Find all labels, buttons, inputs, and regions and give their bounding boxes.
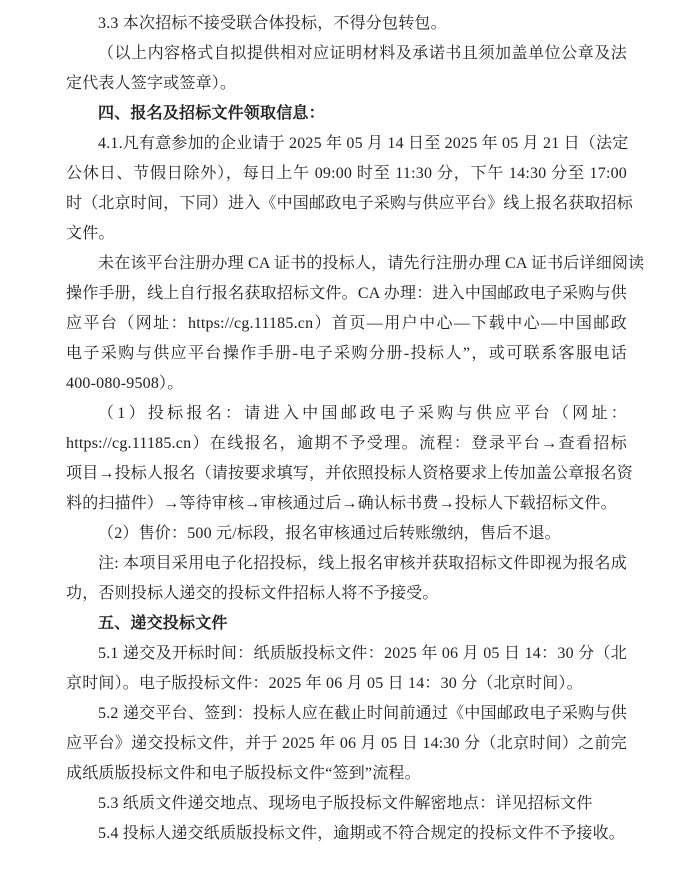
document-line: 400-080-9508）。 — [66, 375, 184, 392]
document-line: 文件。 — [66, 225, 115, 242]
section-heading: 四、报名及招标文件领取信息： — [98, 105, 325, 122]
document-line: 未在该平台注册办理 CA 证书的投标人，请先行注册办理 CA 证书后详细阅读 — [98, 255, 645, 272]
document-line: 项目→投标人报名（请按要求填写，并依照投标人资格要求上传加盖公章报名资 — [66, 465, 634, 482]
section-heading: 五、递交投标文件 — [98, 615, 228, 632]
document-line: （2）售价：500 元/标段，报名审核通过后转账缴纳，售后不退。 — [98, 525, 561, 542]
document-line: 应平台》递交投标文件，并于 2025 年 06 月 05 日 14:30 分（北京时间）之前完 — [66, 735, 627, 752]
document-line: https://cg.11185.cn）在线报名，逾期不予受理。流程：登录平台→查看招标 — [66, 435, 627, 452]
document-line: 应平台（网址：https://cg.11185.cn）首页—用户中心—下载中心—中国邮政 — [66, 315, 627, 332]
document-line: 时（北京时间，下同）进入《中国邮政电子采购与供应平台》线上报名获取招标 — [66, 195, 634, 212]
document-line: （1）投标报名：请进入中国邮政电子采购与供应平台（网址： — [98, 405, 627, 422]
document-line: 4.1.凡有意参加的企业请于 2025 年 05 月 14 日至 2025 年 05 月 21 日（法定 — [98, 135, 629, 152]
document-line: 电子采购与供应平台操作手册-电子采购分册-投标人”，或可联系客服电话 — [66, 345, 627, 362]
document-line: 5.4 投标人递交纸质版投标文件，逾期或不符合规定的投标文件不予接收。 — [98, 825, 626, 842]
document-line: （以上内容格式自拟提供相对应证明材料及承诺书且须加盖单位公章及法 — [98, 45, 627, 62]
document-line: 成纸质版投标文件和电子版投标文件“签到”流程。 — [66, 765, 421, 782]
document-line: 5.3 纸质文件递交地点、现场电子版投标文件解密地点：详见招标文件 — [98, 795, 593, 812]
document-line: 公休日、节假日除外），每日上午 09:00 时至 11:30 分，下午 14:30 分至 17:00 — [66, 165, 627, 182]
document-line: 功，否则投标人递交的投标文件招标人将不予接受。 — [66, 585, 439, 602]
document-line: 3.3 本次招标不接受联合体投标，不得分包转包。 — [98, 15, 447, 32]
document-line: 料的扫描件）→等待审核→审核通过后→确认标书费→投标人下载招标文件。 — [66, 495, 617, 512]
document-line: 注: 本项目采用电子化招投标，线上报名审核并获取招标文件即视为报名成 — [98, 555, 627, 572]
document-content — [66, 9, 645, 849]
document-line: 5.2 递交平台、签到：投标人应在截止时间前通过《中国邮政电子采购与供 — [98, 705, 627, 722]
document-line: 京时间）。电子版投标文件：2025 年 06 月 05 日 14：30 分（北京时间）。 — [66, 675, 583, 692]
document-line: 5.1 递交及开标时间：纸质版投标文件：2025 年 06 月 05 日 14：30 分（北 — [98, 645, 627, 662]
document-line: 操作手册，线上自行报名获取招标文件。CA 办理：进入中国邮政电子采购与供 — [66, 285, 627, 302]
document-line: 定代表人签字或签章）。 — [66, 75, 237, 92]
